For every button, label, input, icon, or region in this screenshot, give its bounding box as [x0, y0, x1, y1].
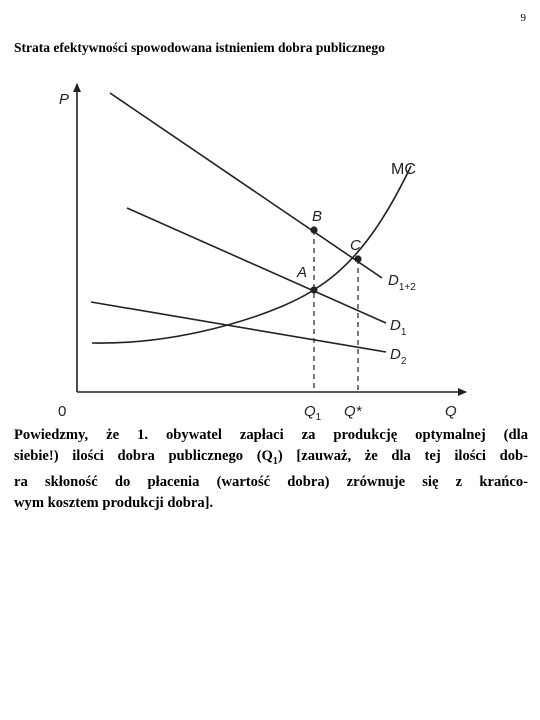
demand-curve-d2: [91, 302, 386, 352]
demand-curve-d12: [110, 93, 382, 278]
d12-label: [388, 272, 416, 293]
point-b-marker: [310, 226, 317, 233]
mc-label: MC: [391, 161, 416, 178]
x-axis-label: Q: [445, 403, 457, 420]
d1-label-sub: 1: [400, 327, 407, 338]
body-line-2: [14, 446, 528, 472]
page-number: 9: [520, 12, 526, 24]
d12-label-sub: 1+2: [398, 282, 416, 293]
y-axis-label: P: [59, 91, 70, 108]
origin-label: 0: [58, 403, 67, 420]
d2-label-base: D: [390, 346, 401, 363]
d2-label: [390, 346, 407, 367]
supply-demand-figure: [40, 80, 480, 420]
q1-tick-label: [304, 403, 322, 420]
marginal-cost-curve: [92, 166, 411, 343]
q1-tick-sub: 1: [315, 412, 322, 420]
body-line-2-pre: siebie!) ilości dobra publicznego (Q: [14, 448, 273, 464]
point-b-label: B: [312, 208, 323, 225]
d2-label-sub: 2: [400, 356, 407, 367]
point-a-label: A: [297, 264, 308, 281]
body-line-2-post: ) [zauważ, że dla tej ilości dob-: [277, 448, 528, 464]
body-paragraph: [14, 425, 528, 514]
qstar-tick-label: Q*: [344, 403, 362, 420]
economics-diagram: [40, 80, 480, 420]
body-line-1: Powiedzmy, że 1. obywatel zapłaci za produkcję optymalnej (dla: [14, 427, 528, 443]
d1-label-base: D: [390, 317, 401, 334]
point-c-marker: [354, 255, 361, 262]
demand-curve-d1: [127, 208, 386, 323]
point-a-marker: [310, 286, 317, 293]
d1-label: [390, 317, 407, 338]
figure-title: Strata efektywności spowodowana istnieniem dobra publicznego: [14, 40, 385, 55]
body-line-4: wym kosztem produkcji dobra].: [14, 494, 214, 511]
d12-label-base: D: [388, 272, 399, 289]
q1-tick-base: Q: [304, 403, 316, 420]
point-c-label: C: [350, 237, 361, 254]
body-line-2-sub: 1: [272, 455, 278, 467]
body-line-3: ra skłoność do płacenia (wartość dobra) zrównuje się z krańco-: [14, 473, 528, 490]
